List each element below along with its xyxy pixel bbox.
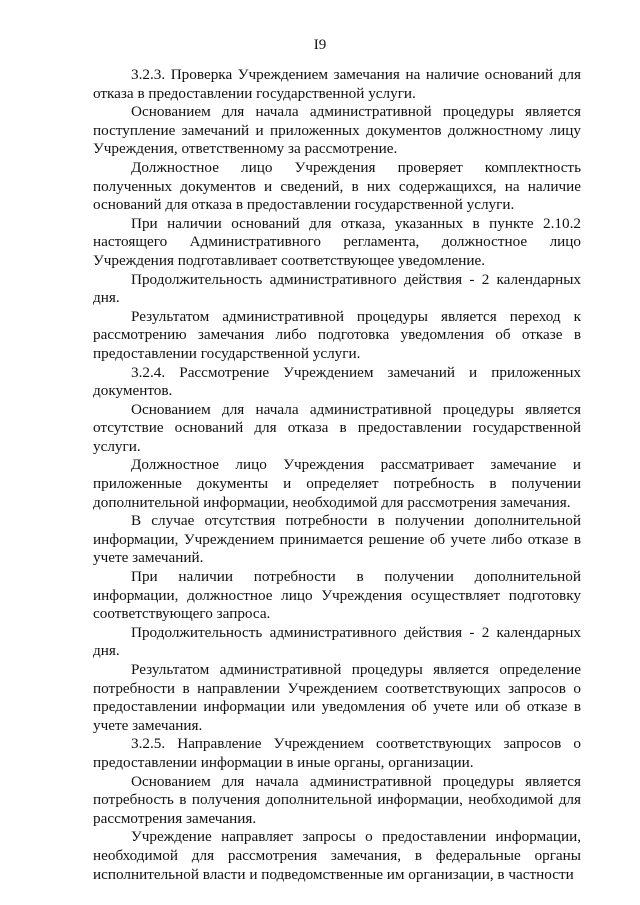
- paragraph-11: При наличии потребности в получении дополнительной информации, должностное лицо Учреждения осуществляет подготовку соответствующего запроса.: [93, 568, 581, 623]
- page-number: I9: [313, 37, 327, 53]
- paragraph-13: Результатом административной процедуры является определение потребности в направлении Учреждением соответствующих запросов о предоставлении информации или уведомления об учете или об отказе в учете замечания.: [93, 661, 581, 734]
- paragraph-9: Должностное лицо Учреждения рассматривает замечание и приложенные документы и определяет потребность в получении дополнительной информации, необходимой для рассмотрения замечания.: [93, 456, 581, 511]
- paragraph-8: Основанием для начала административной процедуры является отсутствие оснований для отказа в предоставлении государственной услуги.: [93, 400, 581, 455]
- paragraph-6: Результатом административной процедуры является переход к рассмотрению замечания либо подготовка уведомления об отказе в предоставлении государственной услуги.: [93, 307, 581, 362]
- paragraph-5: Продолжительность административного действия - 2 календарных дня.: [93, 270, 581, 307]
- paragraph-15: Основанием для начала административной процедуры является потребность в получения дополнительной информации, необходимой для рассмотрения замечания.: [93, 772, 581, 827]
- paragraph-16: Учреждение направляет запросы о предоставлении информации, необходимой для рассмотрения замечания, в федеральные органы исполнительной власти и подведомственные им организации, в частности: [93, 828, 581, 883]
- paragraph-3: Должностное лицо Учреждения проверяет комплектность полученных документов и сведений, в них содержащихся, на наличие оснований для отказа в предоставлении государственной услуги.: [93, 158, 581, 214]
- paragraph-4: При наличии оснований для отказа, указанных в пункте 2.10.2 настоящего Административного регламента, должностное лицо Учреждения подготавливает соответствующее уведомление.: [93, 214, 581, 269]
- paragraph-7: 3.2.4. Рассмотрение Учреждением замечаний и приложенных документов.: [93, 363, 581, 400]
- paragraph-1: 3.2.3. Проверка Учреждением замечания на наличие оснований для отказа в предоставлении государственной услуги.: [93, 66, 581, 102]
- paragraph-14: 3.2.5. Направление Учреждением соответствующих запросов о предоставлении информации в иные органы, организации.: [93, 735, 581, 771]
- paragraph-2: Основанием для начала административной процедуры является поступление замечаний и приложенных документов должностному лицу Учреждения, ответственному за рассмотрение.: [93, 103, 581, 158]
- paragraph-12: Продолжительность административного действия - 2 календарных дня.: [93, 623, 581, 660]
- paragraph-10: В случае отсутствия потребности в получении дополнительной информации, Учреждением принимается решение об учете либо отказе в учете замечаний.: [93, 512, 581, 567]
- document-body: [93, 66, 581, 884]
